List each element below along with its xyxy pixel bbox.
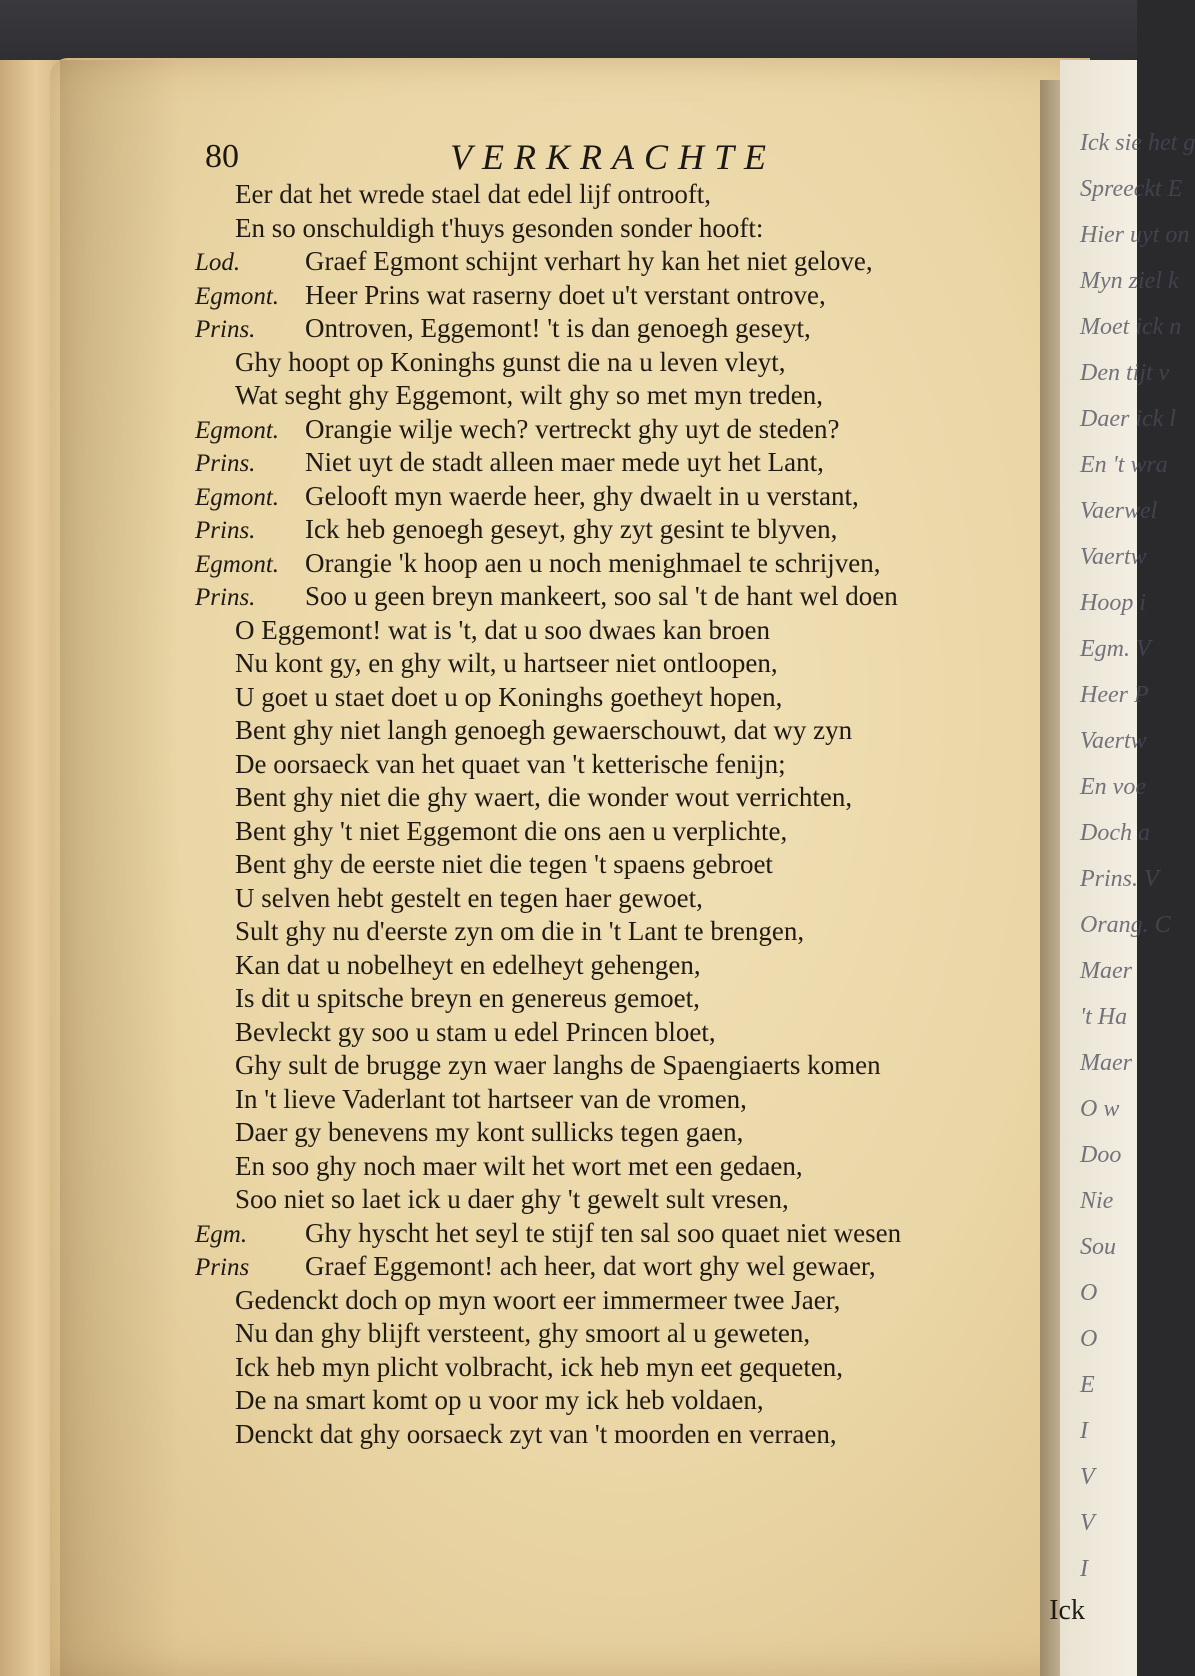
facing-page-fragment: Doo: [1080, 1142, 1122, 1168]
verse-line: [195, 714, 1075, 748]
speaker-label: Prins.: [195, 450, 256, 477]
verse-text: U selven hebt gestelt en tegen haer gewoet,: [235, 882, 703, 913]
verse-text: Ghy sult de brugge zyn waer langhs de Spaengiaerts komen: [235, 1050, 881, 1080]
facing-page-fragment: Vaerwel: [1080, 498, 1158, 524]
verse-text: Graef Egmont schijnt verhart hy kan het niet gelove,: [305, 246, 873, 276]
facing-page-fragment: V: [1080, 1510, 1095, 1536]
verse-text: Ghy hyscht het seyl te stijf ten sal soo quaet niet wesen: [305, 1217, 902, 1248]
facing-page-fragment: Orang. C: [1080, 912, 1171, 938]
verse-text: Eer dat het wrede stael dat edel lijf ontrooft,: [235, 179, 712, 209]
verse-text: Is dit u spitsche breyn en genereus gemoet,: [235, 983, 700, 1013]
verse-line: [195, 413, 1075, 447]
page-header: [205, 138, 1077, 182]
facing-page-fragment: E: [1080, 1372, 1095, 1398]
verse-text: Heer Prins wat raserny doet u't verstant ontrove,: [305, 279, 826, 310]
verse-line: [195, 815, 1075, 849]
verse-line: [195, 1116, 1075, 1150]
facing-page-fragment: Ick sie het g: [1080, 130, 1195, 156]
facing-page-fragment: I: [1080, 1418, 1088, 1444]
verse-text: Soo u geen breyn mankeert, soo sal 't de hant wel doen: [305, 581, 898, 611]
verse-line: [195, 1150, 1075, 1184]
verse-line: [195, 848, 1075, 882]
speaker-label: Prins.: [195, 517, 256, 544]
verse-text: En soo ghy noch maer wilt het wort met een gedaen,: [235, 1150, 803, 1181]
speaker-label: Egm.: [195, 1220, 248, 1248]
facing-page-fragment: Hoop i: [1080, 590, 1146, 616]
facing-page-fragment: Vaertw: [1080, 544, 1147, 570]
verse-line: [195, 1284, 1075, 1318]
verse-line: [195, 212, 1075, 246]
verse-line: [195, 1016, 1075, 1050]
verse-text: Bent ghy de eerste niet die tegen 't spaens gebroet: [235, 849, 773, 879]
verse-text: Bent ghy 't niet Eggemont die ons aen u verplichte,: [235, 815, 788, 846]
verse-line: [195, 245, 1075, 279]
facing-page-fragment: I: [1080, 1556, 1088, 1582]
verse-text: Gedenckt doch op myn woort eer immermeer twee Jaer,: [235, 1284, 841, 1315]
verse-line: [195, 915, 1075, 949]
facing-page-fragment: Maer: [1080, 958, 1132, 984]
verse-text: Kan dat u nobelheyt en edelheyt gehengen,: [235, 949, 701, 980]
verse-text: In 't lieve Vaderlant tot hartseer van de vromen,: [235, 1083, 747, 1114]
facing-page-fragment: Maer: [1080, 1050, 1132, 1076]
speaker-label: Egmont.: [195, 550, 280, 578]
verse-line: [195, 882, 1075, 916]
facing-page-fragment: En voe: [1080, 774, 1146, 800]
verse-text-block: [195, 178, 1075, 1451]
verse-line: [195, 446, 1075, 480]
verse-text: Bent ghy niet die ghy waert, die wonder wout verrichten,: [235, 782, 853, 812]
verse-text: Ick heb genoegh geseyt, ghy zyt gesint te blyven,: [305, 514, 838, 544]
facing-page-fragment: O w: [1080, 1096, 1120, 1122]
facing-page-fragment: Vaertw: [1080, 728, 1147, 754]
speaker-label: Prins: [195, 1254, 250, 1281]
verse-text: De oorsaeck van het quaet van 't ketterische fenijn;: [235, 748, 786, 779]
verse-line: [195, 279, 1075, 313]
verse-line: [195, 1317, 1075, 1351]
verse-line: [195, 781, 1075, 815]
verse-line: [195, 982, 1075, 1016]
verse-line: [195, 1250, 1075, 1284]
verse-text: Nu kont gy, en ghy wilt, u hartseer niet ontloopen,: [235, 648, 778, 678]
verse-text: Bevleckt gy soo u stam u edel Princen bloet,: [235, 1016, 716, 1047]
page-shadow: [60, 60, 180, 1676]
facing-page-fragment: Daer ick l: [1080, 406, 1176, 432]
verse-line: [195, 1183, 1075, 1217]
verse-text: Gelooft myn waerde heer, ghy dwaelt in u verstant,: [305, 480, 859, 511]
verse-text: Denckt dat ghy oorsaeck zyt van 't moorden en verraen,: [235, 1418, 837, 1449]
verse-text: Graef Eggemont! ach heer, dat wort ghy wel gewaer,: [305, 1251, 876, 1281]
facing-page-fragment: En 't wra: [1080, 452, 1168, 478]
verse-text: Orangie wilje wech? vertreckt ghy uyt de steden?: [305, 413, 840, 444]
verse-line: [195, 346, 1075, 380]
verse-line: [195, 1049, 1075, 1083]
verse-text: U goet u staet doet u op Koninghs goetheyt hopen,: [235, 681, 783, 712]
facing-page-fragment: Prins. V: [1080, 866, 1159, 892]
verse-line: [195, 949, 1075, 983]
verse-line: [195, 681, 1075, 715]
facing-page-fragment: 't Ha: [1080, 1004, 1128, 1030]
verse-text: Sult ghy nu d'eerste zyn om die in 't Lant te brengen,: [235, 916, 805, 946]
speaker-label: Egmont.: [195, 483, 280, 511]
verse-line: [195, 1083, 1075, 1117]
verse-line: [195, 647, 1075, 681]
facing-page-fragment: Doch a: [1080, 820, 1150, 846]
facing-page-fragment: Spreeckt E: [1080, 176, 1183, 202]
speaker-label: Lod.: [195, 249, 241, 276]
verse-line: [195, 178, 1075, 212]
catchword: Ick: [1049, 1595, 1085, 1626]
speaker-label: Egmont.: [195, 282, 280, 310]
facing-page-fragment: Myn ziel k: [1080, 268, 1179, 294]
facing-page-fragment: Nie: [1080, 1188, 1114, 1214]
facing-page-fragment: Moet ick n: [1080, 314, 1182, 340]
verse-text: Ghy hoopt op Koninghs gunst die na u leven vleyt,: [235, 346, 786, 377]
verse-line: [195, 1384, 1075, 1418]
speaker-label: Prins.: [195, 584, 256, 611]
facing-page-fragment: O: [1080, 1280, 1098, 1306]
verse-line: [195, 614, 1075, 648]
verse-line: [195, 1217, 1075, 1251]
verse-line: [195, 1351, 1075, 1385]
speaker-label: Egmont.: [195, 416, 280, 444]
page-number: 80: [205, 138, 239, 175]
verse-text: En so onschuldigh t'huys gesonden sonder hooft:: [235, 212, 764, 243]
verse-line: [195, 580, 1075, 614]
verse-line: [195, 1418, 1075, 1452]
speaker-label: Prins.: [195, 316, 256, 343]
facing-page-fragment: Sou: [1080, 1234, 1116, 1260]
verse-text: O Eggemont! wat is 't, dat u soo dwaes kan broen: [235, 614, 771, 645]
verse-line: [195, 312, 1075, 346]
verse-line: [195, 379, 1075, 413]
verse-text: Daer gy benevens my kont sullicks tegen gaen,: [235, 1117, 744, 1147]
verse-text: Orangie 'k hoop aen u noch menighmael te schrijven,: [305, 547, 881, 578]
facing-page-fragment: Hier uyt on: [1080, 222, 1190, 248]
facing-page-fragment: Egm. V: [1080, 636, 1151, 662]
facing-page-fragment: O: [1080, 1326, 1098, 1352]
verse-text: Niet uyt de stadt alleen maer mede uyt het Lant,: [305, 447, 824, 477]
verse-line: [195, 513, 1075, 547]
verse-text: Soo niet so laet ick u daer ghy 't gewelt sult vresen,: [235, 1184, 789, 1214]
verse-text: Bent ghy niet langh genoegh gewaerschouwt, dat wy zyn: [235, 715, 853, 745]
running-title: VERKRACHTE: [450, 137, 776, 177]
facing-page-fragment: Heer P: [1080, 682, 1149, 708]
verse-line: [195, 748, 1075, 782]
verse-line: [195, 547, 1075, 581]
verse-text: Nu dan ghy blijft versteent, ghy smoort al u geweten,: [235, 1318, 811, 1348]
verse-text: De na smart komt op u voor my ick heb voldaen,: [235, 1385, 764, 1415]
facing-page-fragment: V: [1080, 1464, 1095, 1490]
verse-text: Ick heb myn plicht volbracht, ick heb myn eet gequeten,: [235, 1351, 844, 1382]
verse-text: Ontroven, Eggemont! 't is dan genoegh geseyt,: [305, 313, 811, 343]
verse-line: [195, 480, 1075, 514]
verse-text: Wat seght ghy Eggemont, wilt ghy so met myn treden,: [235, 380, 823, 410]
facing-page-fragment: Den tijt v: [1080, 360, 1170, 386]
